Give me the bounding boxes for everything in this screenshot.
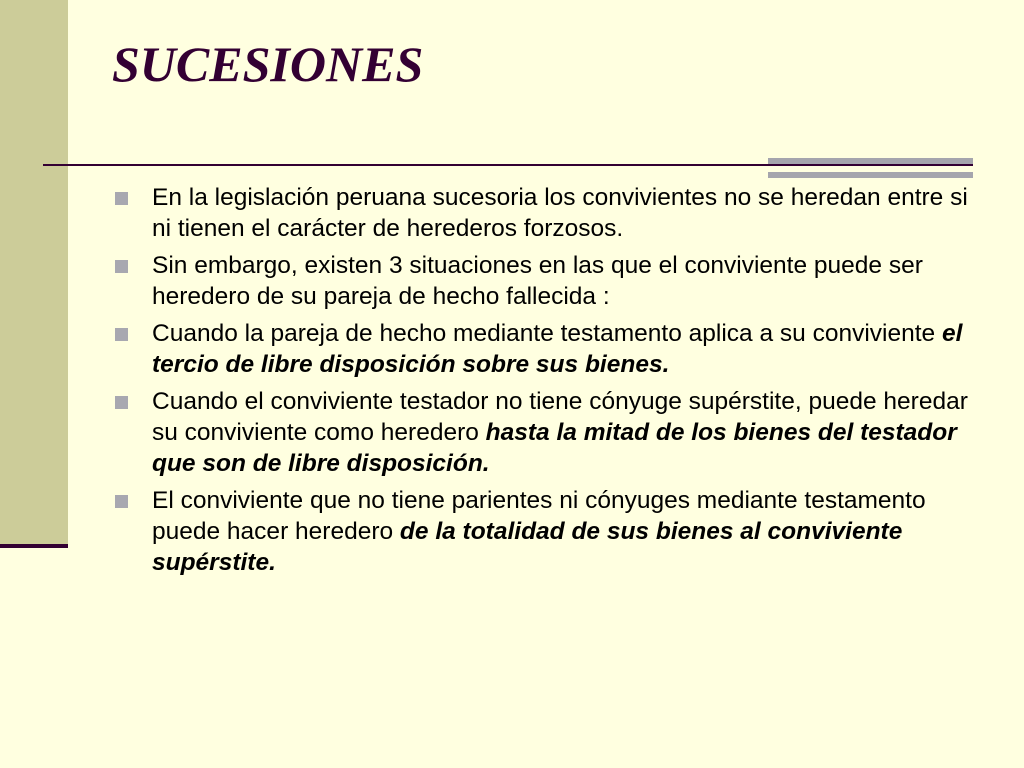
- bullet-text: En la legislación peruana sucesoria los convivientes no se heredan entre si ni tienen el carácter de herederos forzosos.: [152, 184, 968, 242]
- bullet-emphasis: el tercio de libre disposición sobre sus bienes.: [152, 320, 963, 378]
- square-bullet-icon: [115, 396, 128, 409]
- bullet-text: Cuando la pareja de hecho mediante testamento aplica a su conviviente: [152, 320, 942, 347]
- bullet-item: [112, 250, 982, 312]
- square-bullet-icon: [115, 328, 128, 341]
- bullet-emphasis: hasta la mitad de los bienes del testador que son de libre disposición.: [152, 419, 957, 477]
- side-band-underline: [0, 544, 68, 548]
- side-band: [0, 0, 68, 548]
- accent-bar-bottom: [768, 172, 973, 178]
- title-divider: [43, 164, 973, 166]
- bullet-item: [112, 318, 982, 380]
- bullet-text: El conviviente que no tiene parientes ni cónyuges mediante testamento puede hacer heredero: [152, 487, 926, 545]
- square-bullet-icon: [115, 495, 128, 508]
- accent-bar-top: [768, 158, 973, 164]
- slide-title: SUCESIONES: [112, 36, 424, 92]
- bullet-item: [112, 182, 982, 244]
- bullet-text: Sin embargo, existen 3 situaciones en las que el conviviente puede ser heredero de su pareja de hecho fallecida :: [152, 252, 923, 310]
- bullet-emphasis: de la totalidad de sus bienes al conviviente supérstite.: [152, 518, 903, 576]
- bullet-text: Cuando el conviviente testador no tiene cónyuge supérstite, puede heredar su conviviente como heredero: [152, 388, 968, 446]
- bullet-item: [112, 485, 982, 578]
- bullet-list: [112, 182, 982, 584]
- square-bullet-icon: [115, 192, 128, 205]
- square-bullet-icon: [115, 260, 128, 273]
- bullet-item: [112, 386, 982, 479]
